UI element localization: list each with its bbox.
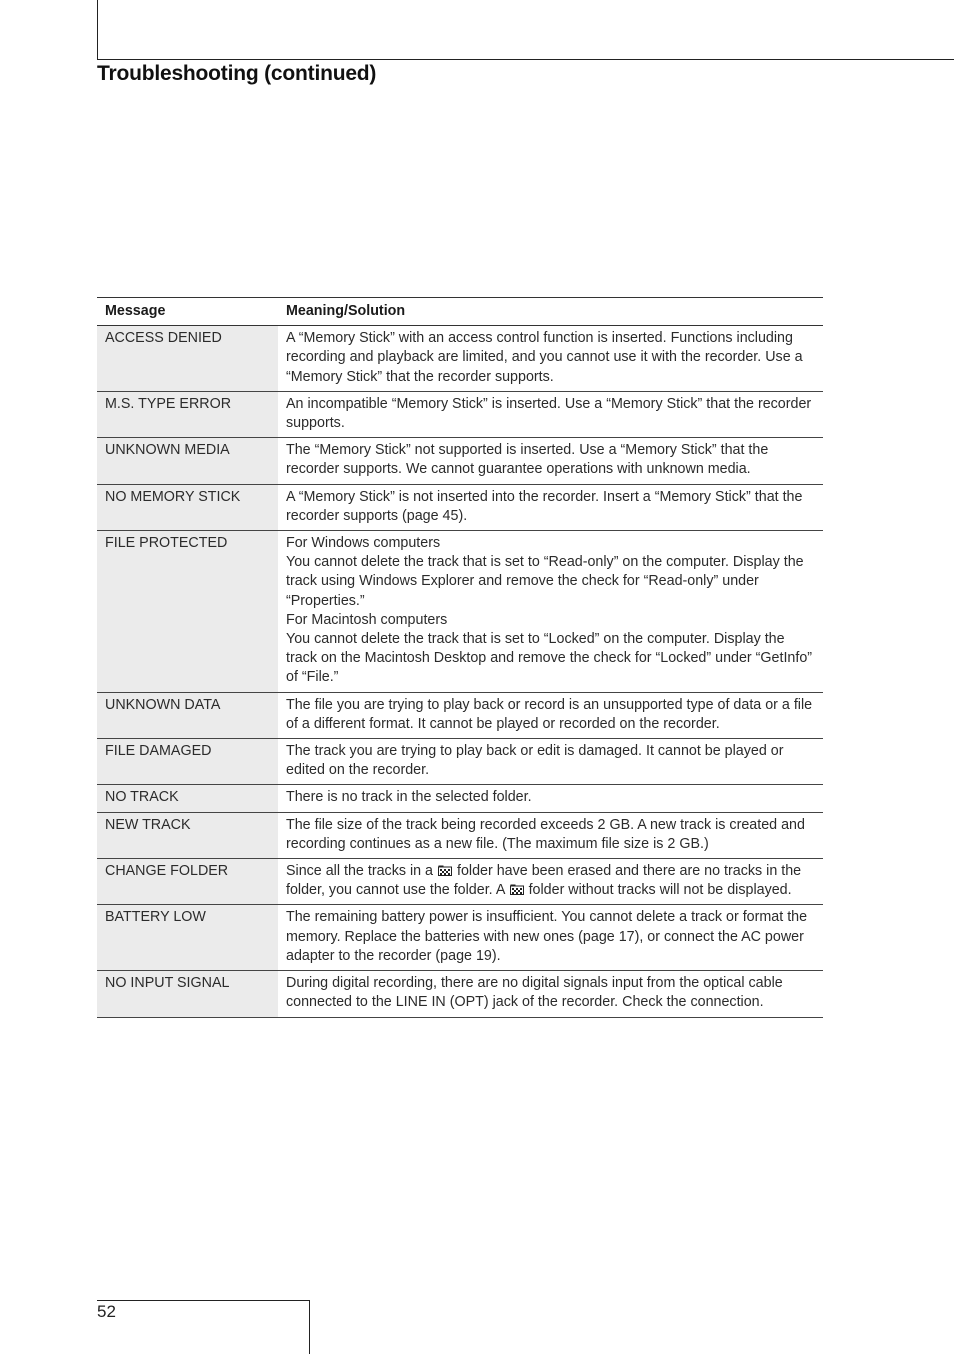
- message-cell: FILE DAMAGED: [97, 739, 278, 785]
- troubleshooting-table: [97, 297, 823, 1018]
- top-border-horizontal: [97, 59, 954, 60]
- table-row: [97, 692, 823, 738]
- solution-cell: The track you are trying to play back or edit is damaged. It cannot be played or edited on the recorder.: [278, 739, 823, 785]
- table-header-row: [97, 298, 823, 326]
- table-row: [97, 326, 823, 392]
- table-row: [97, 859, 823, 905]
- table-row: [97, 739, 823, 785]
- solution-cell: An incompatible “Memory Stick” is inserted. Use a “Memory Stick” that the recorder supports.: [278, 391, 823, 437]
- message-cell: BATTERY LOW: [97, 905, 278, 971]
- top-border-vertical: [97, 0, 98, 60]
- folder-icon: [510, 884, 524, 895]
- message-cell: NO INPUT SIGNAL: [97, 971, 278, 1017]
- solution-text-part: folder have been erased and there are no tracks in the folder, you cannot use the folder. A: [286, 863, 802, 899]
- solution-text-part: folder without tracks will not be displayed.: [528, 882, 792, 899]
- solution-cell: A “Memory Stick” is not inserted into the recorder. Insert a “Memory Stick” that the recorder supports (page 45).: [278, 484, 823, 530]
- solution-line: For Windows computers: [286, 535, 441, 552]
- table-row: [97, 391, 823, 437]
- solution-cell: [278, 531, 823, 693]
- solution-cell: The remaining battery power is insufficient. You cannot delete a track or format the memory. Replace the batteries with new ones (page 17), or connect the AC power adapter to the recorder (page 19).: [278, 905, 823, 971]
- page-title: Troubleshooting (continued): [97, 62, 377, 85]
- header-meaning: Meaning/Solution: [278, 298, 823, 326]
- troubleshooting-table-wrapper: [97, 297, 823, 1018]
- footer-border-horizontal: [97, 1300, 310, 1301]
- message-cell: NO MEMORY STICK: [97, 484, 278, 530]
- table-row: [97, 812, 823, 858]
- solution-cell: During digital recording, there are no digital signals input from the optical cable connected to the LINE IN (OPT) jack of the recorder. Check the connection.: [278, 971, 823, 1017]
- message-cell: ACCESS DENIED: [97, 326, 278, 392]
- table-row: [97, 438, 823, 484]
- footer-border-vertical: [309, 1300, 310, 1354]
- header-message: Message: [97, 298, 278, 326]
- solution-cell: The file you are trying to play back or record is an unsupported type of data or a file of a different format. It cannot be played or recorded on the recorder.: [278, 692, 823, 738]
- solution-cell: The “Memory Stick” not supported is inserted. Use a “Memory Stick” that the recorder supports. We cannot guarantee operations with unknown media.: [278, 438, 823, 484]
- solution-text-part: Since all the tracks in a: [286, 863, 434, 880]
- solution-cell: The file size of the track being recorded exceeds 2 GB. A new track is created and recording continues as a new file. (The maximum file size is 2 GB.): [278, 812, 823, 858]
- message-cell: NO TRACK: [97, 785, 278, 812]
- message-cell: M.S. TYPE ERROR: [97, 391, 278, 437]
- table-row: [97, 484, 823, 530]
- solution-line: For Macintosh computers: [286, 611, 448, 628]
- solution-line: You cannot delete the track that is set to “Read-only” on the computer. Display the track using Windows Explorer and remove the check for “Read-only” under “Properties.”: [286, 554, 804, 609]
- table-row: [97, 531, 823, 693]
- solution-line: You cannot delete the track that is set to “Locked” on the computer. Display the track on the Macintosh Desktop and remove the check for “Locked” under “GetInfo” of “File.”: [286, 631, 813, 686]
- page-number: 52: [97, 1302, 116, 1321]
- solution-cell: There is no track in the selected folder.: [278, 785, 823, 812]
- message-cell: CHANGE FOLDER: [97, 859, 278, 905]
- message-cell: FILE PROTECTED: [97, 531, 278, 693]
- message-cell: UNKNOWN DATA: [97, 692, 278, 738]
- solution-cell: A “Memory Stick” with an access control function is inserted. Functions including recording and playback are limited, and you cannot use it with the recorder. Use a “Memory Stick” that the recorder supports.: [278, 326, 823, 392]
- table-row: [97, 971, 823, 1017]
- solution-cell: [278, 859, 823, 905]
- table-row: [97, 785, 823, 812]
- folder-icon: [438, 865, 452, 876]
- message-cell: NEW TRACK: [97, 812, 278, 858]
- message-cell: UNKNOWN MEDIA: [97, 438, 278, 484]
- table-row: [97, 905, 823, 971]
